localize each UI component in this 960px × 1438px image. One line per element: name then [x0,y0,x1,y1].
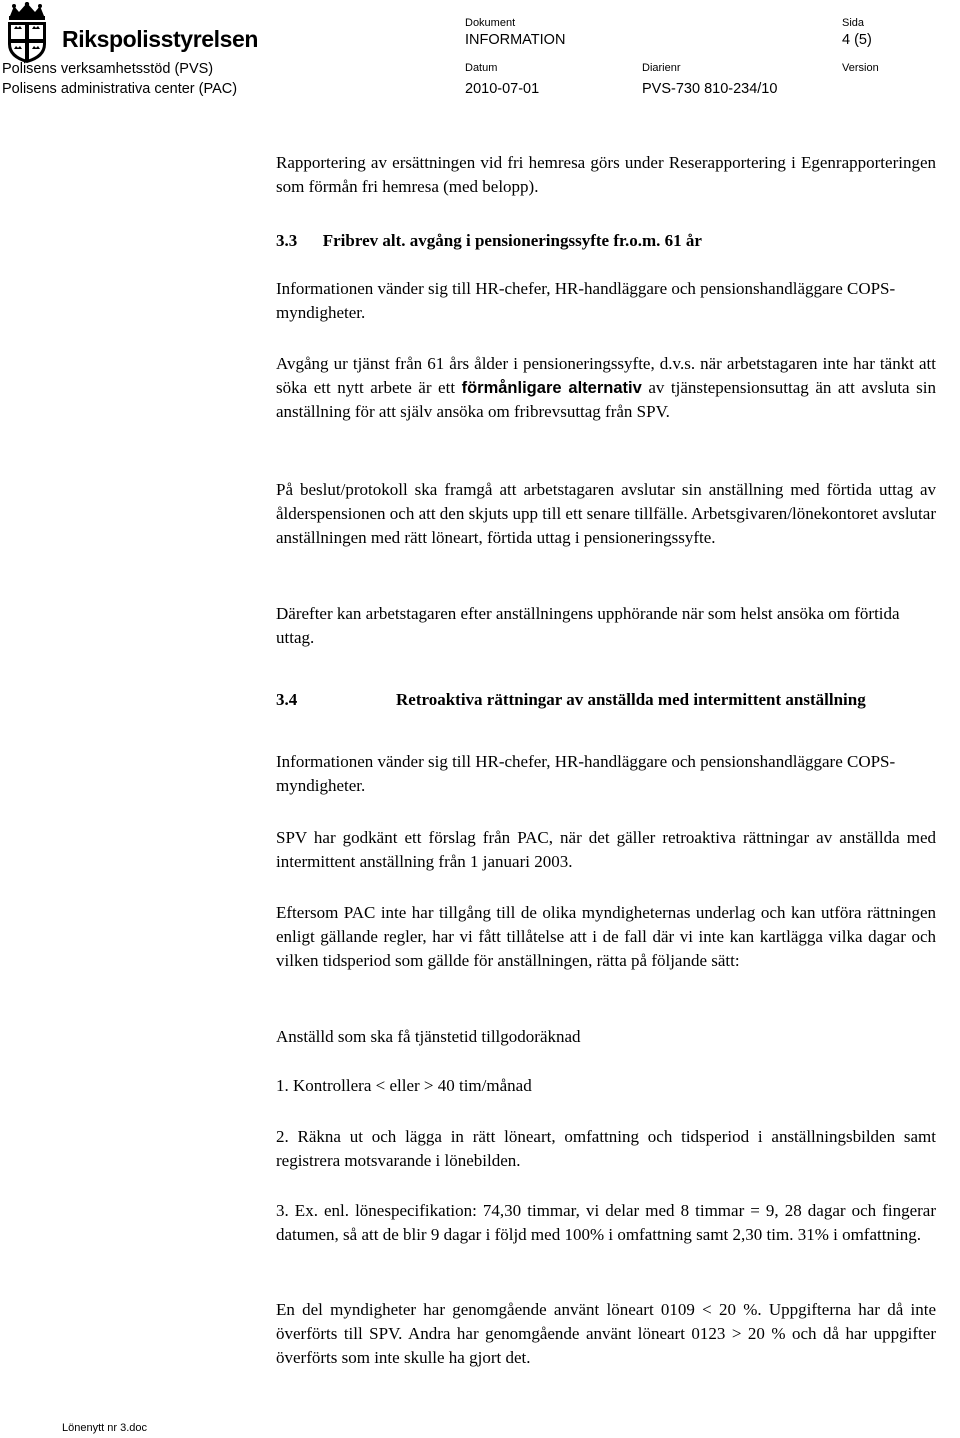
document-type: INFORMATION [465,32,566,48]
list-item-3: 3. Ex. enl. lönespecifikation: 74,30 timmar, vi delar med 8 timmar = 9, 28 dagar och fingerar datumen, så att de blir 9 dagar i följd med 100% i omfattning samt 2,30 tim. 31% i omfattning. [276,1201,936,1244]
unit-line-1: Polisens verksamhetsstöd (PVS) [2,61,214,77]
diarienr-label: Diarienr [642,62,681,74]
paragraph-reporting: Rapportering av ersättningen vid fri hemresa görs under Reserapportering i Egenrapporteringen som förmån fri hemresa (med belopp). [276,153,936,196]
retirement-text-bold: förmånligare alternativ [461,379,642,397]
document-body [276,0,936,1438]
list-item-1: 1. Kontrollera < eller > 40 tim/månad [276,1076,532,1095]
paragraph-pac-access: Eftersom PAC inte har tillgång till de olika myndigheternas underlag och kan utföra rättningen enligt gällande regler, har vi fått tillåtelse att i de fall där vi inte kan kartlägga vilka dagar och vilken tidsperiod som gällde för anställningen, rätta på följande sätt: [276,903,936,970]
section-3-3-heading: 3.3 Fribrev alt. avgång i pensioneringssyfte fr.o.m. 61 år [276,231,702,250]
paragraph-audience-1: Informationen vänder sig till HR-chefer, HR-handläggare och pensionshandläggare COPS-myndigheter. [276,279,896,322]
page-number: 4 (5) [842,32,872,48]
date-value: 2010-07-01 [465,81,540,97]
paragraph-wage-types: En del myndigheter har genomgående använt löneart 0109 < 20 %. Uppgifterna har då inte överförts till SPV. Andra har genomgående använt löneart 0123 > 20 % och då har uppgifter överförts som inte skulle ha gjort det. [276,1300,936,1367]
footer-filename: Lönenytt nr 3.doc [62,1422,148,1434]
paragraph-audience-2: Informationen vänder sig till HR-chefer, HR-handläggare och pensionshandläggare COPS-myndigheter. [276,752,896,795]
section-3-4-title: Retroaktiva rättningar av anställda med intermittent anställning [396,690,866,709]
paragraph-spv-approval: SPV har godkänt ett förslag från PAC, när det gäller retroaktiva rättningar av anställda med intermittent anställning från 1 januari 2003. [276,828,936,871]
paragraph-retirement [276,352,936,424]
section-3-4-heading [276,688,936,738]
retirement-text-b: av tjänstepensionsuttag än att avsluta sin anställning för att själv ansöka om fribrevsuttag från SPV. [276,378,936,421]
diarienr-value: PVS-730 810-234/10 [642,81,778,97]
retirement-text-a: Avgång ur tjänst från 61 års ålder i pensioneringssyfte, d.v.s. när arbetstagaren inte har tänkt att söka ett nytt arbete är ett [276,354,936,397]
paragraph-decision: På beslut/protokoll ska framgå att arbetstagaren avslutar sin anställning med förtida uttag av ålderspensionen och att den skjuts upp till ett senare tillfälle. Arbetsgivaren/lönekontoret avslutar anställningen med rätt löneart, förtida uttag i pensioneringssyfte. [276,480,936,547]
paragraph-employee-credit: Anställd som ska få tjänstetid tillgodoräknad [276,1027,581,1046]
page-label: Sida [842,17,865,29]
list-item-2: 2. Räkna ut och lägga in rätt löneart, omfattning och tidsperiod i anställningsbilden samt registrera motsvarande i lönebilden. [276,1127,936,1170]
date-label: Datum [465,62,498,74]
organization-name: Rikspolisstyrelsen [62,26,259,52]
unit-line-2: Polisens administrativa center (PAC) [2,81,238,97]
paragraph-after-employment: Därefter kan arbetstagaren efter anställningens upphörande när som helst ansöka om förtida uttag. [276,604,900,647]
police-crest-logo [2,2,52,64]
version-label: Version [842,62,879,74]
section-3-4-number: 3.4 [276,690,298,709]
document-label: Dokument [465,17,516,29]
